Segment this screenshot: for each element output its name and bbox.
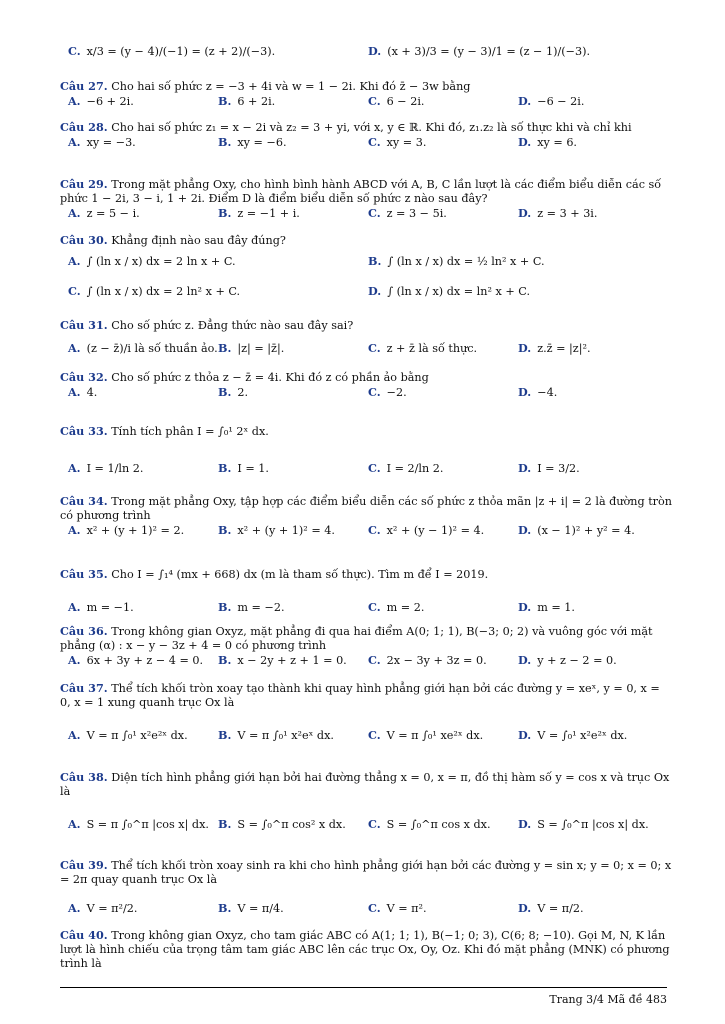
question-40 — [60, 928, 672, 971]
option-c: C. xy = 3. — [368, 135, 427, 149]
option-d: D. m = 1. — [518, 600, 575, 614]
option-b: B. 2. — [218, 385, 249, 399]
option-d: D. z.z̄ = |z|². — [518, 341, 591, 355]
option-d: D. −6 − 2i. — [518, 94, 585, 108]
option-c: C. ∫ (ln x / x) dx = 2 ln² x + C. — [68, 284, 241, 298]
option-b: B. I = 1. — [218, 461, 269, 475]
options-row — [60, 135, 672, 151]
options-row — [60, 901, 672, 917]
question-33 — [60, 424, 672, 477]
option-b: B. V = π ∫₀¹ x²eˣ dx. — [218, 728, 334, 742]
question-34 — [60, 494, 672, 539]
question-27 — [60, 79, 672, 110]
option-c: C. 6 − 2i. — [368, 94, 425, 108]
question-stem: Câu 32. Cho số phức z thỏa z − z̄ = 4i. Khi đó z có phần ảo bằng — [60, 370, 429, 384]
options-row — [60, 206, 672, 222]
question-38 — [60, 770, 672, 833]
option-d: D. xy = 6. — [518, 135, 577, 149]
option-a: A. m = −1. — [68, 600, 134, 614]
question-29 — [60, 177, 672, 222]
question-31 — [60, 318, 672, 367]
option-d: D. V = ∫₀¹ x²e²ˣ dx. — [518, 728, 628, 742]
question-stem: Câu 35. Cho I = ∫₁⁴ (mx + 668) dx (m là tham số thực). Tìm m để I = 2019. — [60, 567, 489, 581]
options-row — [60, 600, 672, 616]
question-stem: Câu 30. Khẳng định nào sau đây đúng? — [60, 233, 286, 247]
option-a: A. V = π ∫₀¹ x²e²ˣ dx. — [68, 728, 188, 742]
option-b: B. xy = −6. — [218, 135, 287, 149]
option-a: A. 4. — [68, 385, 98, 399]
question-stem: Câu 36. Trong không gian Oxyz, mặt phẳng đi qua hai điểm A(0; 1; 1), B(−3; 0; 2) và vuông góc với mặt phẳng (α) : x − y − 3z + 4 = 0 có phương trình — [60, 624, 653, 652]
question-stem: Câu 27. Cho hai số phức z = −3 + 4i và w = 1 − 2i. Khi đó z̄ − 3w bằng — [60, 79, 471, 93]
option-b: B. |z| = |z̄|. — [218, 341, 285, 355]
option-c: C. z + z̄ là số thực. — [368, 341, 478, 355]
option-b: B. z = −1 + i. — [218, 206, 300, 220]
option-a: A. −6 + 2i. — [68, 94, 134, 108]
option-b: B. ∫ (ln x / x) dx = ½ ln² x + C. — [368, 254, 545, 268]
options-row — [60, 728, 672, 744]
options-row — [60, 461, 672, 477]
option-a: A. I = 1/ln 2. — [68, 461, 144, 475]
option-d: D. ∫ (ln x / x) dx = ln² x + C. — [368, 284, 531, 298]
option-c: C. I = 2/ln 2. — [368, 461, 444, 475]
option-d: D. S = ∫₀^π |cos x| dx. — [518, 817, 649, 831]
option-c: C. x² + (y − 1)² = 4. — [368, 523, 485, 537]
option-c: C. S = ∫₀^π cos x dx. — [368, 817, 491, 831]
question-stem: Câu 34. Trong mặt phẳng Oxy, tập hợp các điểm biểu diễn các số phức z thỏa mãn |z + i| = 2 là đường tròn có phương trình — [60, 494, 672, 522]
question-stem: Câu 38. Diện tích hình phẳng giới hạn bởi hai đường thẳng x = 0, x = π, đồ thị hàm số y = cos x và trục Ox là — [60, 770, 670, 798]
question-37 — [60, 681, 672, 744]
option-a: A. ∫ (ln x / x) dx = 2 ln x + C. — [68, 254, 236, 268]
option-a: A. (z − z̄)/i là số thuần ảo. — [68, 341, 218, 355]
option-d: D. z = 3 + 3i. — [518, 206, 598, 220]
option-c: C. V = π². — [368, 901, 427, 915]
option-c: C. 2x − 3y + 3z = 0. — [368, 653, 487, 667]
footer-divider — [60, 987, 667, 988]
option-b: B. m = −2. — [218, 600, 285, 614]
options-row — [60, 385, 672, 401]
options-row — [60, 341, 672, 367]
question-30 — [60, 233, 672, 314]
option-b: B. x² + (y + 1)² = 4. — [218, 523, 335, 537]
option-a: A. xy = −3. — [68, 135, 136, 149]
question-36 — [60, 624, 672, 669]
option-b: B. 6 + 2i. — [218, 94, 276, 108]
option-d: D. (x + 3)/3 = (y − 3)/1 = (z − 1)/(−3). — [368, 44, 591, 58]
question-stem: Câu 28. Cho hai số phức z₁ = x − 2i và z₂ = 3 + yi, với x, y ∈ ℝ. Khi đó, z₁.z₂ là số thực khi và chỉ khi — [60, 120, 632, 134]
option-d: D. I = 3/2. — [518, 461, 580, 475]
option-c: C. x/3 = (y − 4)/(−1) = (z + 2)/(−3). — [68, 44, 276, 58]
question-26-tail — [60, 44, 672, 60]
option-d: D. V = π/2. — [518, 901, 584, 915]
options-row — [60, 817, 672, 833]
question-stem: Câu 33. Tính tích phân I = ∫₀¹ 2ˣ dx. — [60, 424, 269, 438]
question-stem: Câu 40. Trong không gian Oxyz, cho tam giác ABC có A(1; 1; 1), B(−1; 0; 3), C(6; 8; −10). Gọi M, N, K lần lượt là hình chiếu của trọng tâm tam giác ABC lên các trục Ox, Oy, Oz. Khi đó mặt phẳng (MNK) có phương trình là — [60, 928, 670, 970]
options-row — [60, 94, 672, 110]
question-39 — [60, 858, 672, 917]
option-c: C. z = 3 − 5i. — [368, 206, 447, 220]
option-c: C. m = 2. — [368, 600, 425, 614]
question-stem: Câu 39. Thể tích khối tròn xoay sinh ra khi cho hình phẳng giới hạn bởi các đường y = sin x; y = 0; x = 0; x = 2π quay quanh trục Ox là — [60, 858, 672, 886]
option-a: A. S = π ∫₀^π |cos x| dx. — [68, 817, 209, 831]
question-35 — [60, 567, 672, 616]
page-footer: Trang 3/4 Mã đề 483 — [549, 993, 667, 1006]
option-a: A. 6x + 3y + z − 4 = 0. — [68, 653, 204, 667]
option-c: C. −2. — [368, 385, 407, 399]
question-stem: Câu 29. Trong mặt phẳng Oxy, cho hình bình hành ABCD với A, B, C lần lượt là các điểm biểu diễn các số phức 1 − 2i, 3 − i, 1 + 2i. Điểm D là điểm biểu diễn số phức z nào sau đây? — [60, 177, 662, 205]
question-32 — [60, 370, 672, 401]
options-row — [60, 254, 672, 284]
option-a: A. V = π²/2. — [68, 901, 138, 915]
option-d: D. y + z − 2 = 0. — [518, 653, 617, 667]
option-a: A. x² + (y + 1)² = 2. — [68, 523, 185, 537]
option-d: D. (x − 1)² + y² = 4. — [518, 523, 635, 537]
option-b: B. S = ∫₀^π cos² x dx. — [218, 817, 346, 831]
option-a: A. z = 5 − i. — [68, 206, 140, 220]
question-28 — [60, 120, 672, 151]
options-row — [60, 284, 672, 314]
option-b: B. x − 2y + z + 1 = 0. — [218, 653, 347, 667]
options-row — [60, 44, 672, 60]
option-b: B. V = π/4. — [218, 901, 284, 915]
options-row — [60, 653, 672, 669]
option-d: D. −4. — [518, 385, 558, 399]
question-stem: Câu 37. Thể tích khối tròn xoay tạo thành khi quay hình phẳng giới hạn bởi các đường y = xeˣ, y = 0, x = 0, x = 1 xung quanh trục Ox là — [60, 681, 660, 709]
options-row — [60, 523, 672, 539]
question-stem: Câu 31. Cho số phức z. Đẳng thức nào sau đây sai? — [60, 318, 354, 332]
option-c: C. V = π ∫₀¹ xe²ˣ dx. — [368, 728, 484, 742]
